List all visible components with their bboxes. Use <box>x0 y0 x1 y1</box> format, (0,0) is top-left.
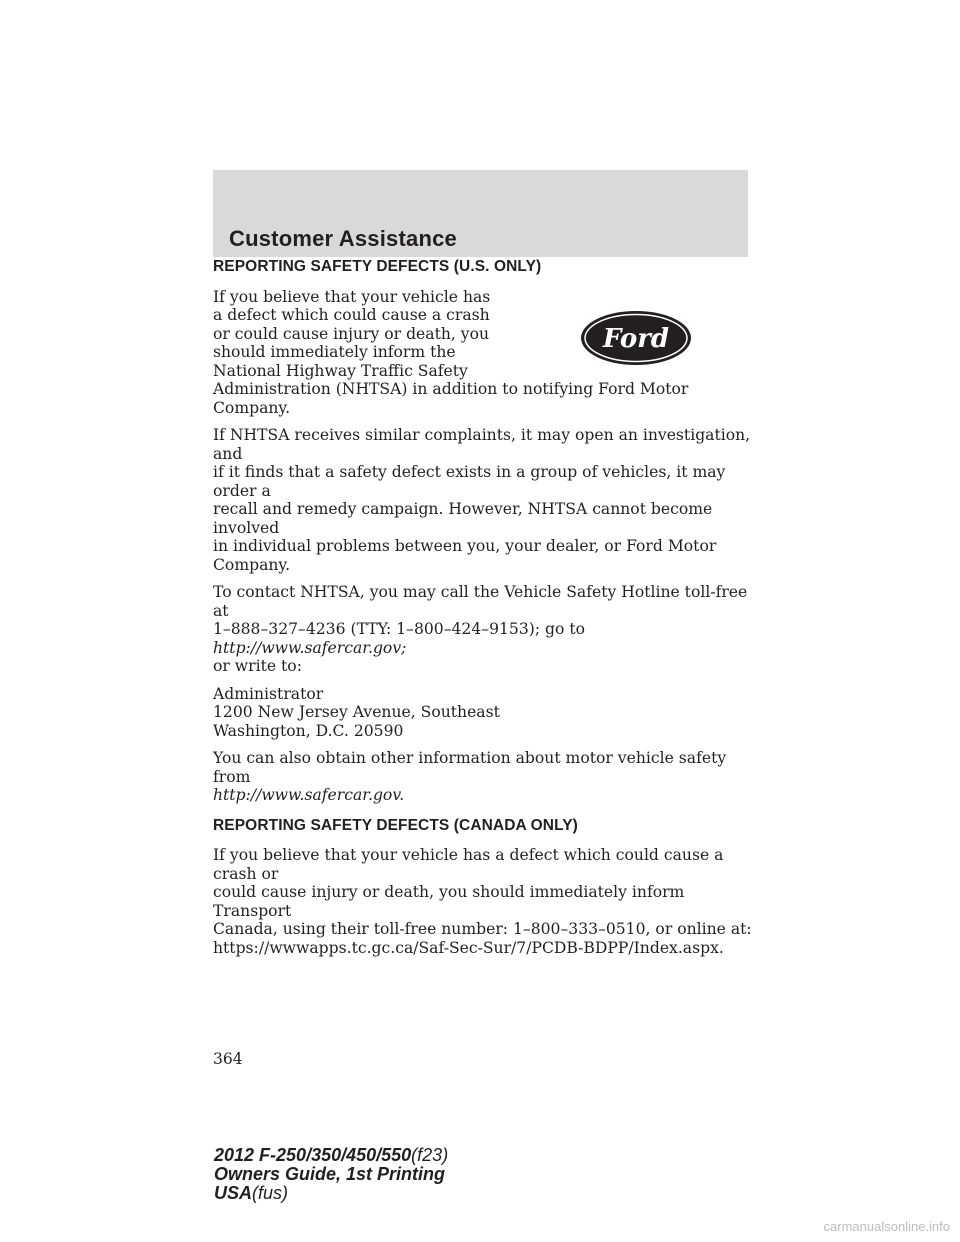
safercar-link[interactable]: http://www.safercar.gov; <box>213 638 407 657</box>
section-header-bar <box>213 170 748 257</box>
footer-model-line: 2012 F-250/350/450/550(f23) <box>214 1145 449 1165</box>
document-footer <box>214 1146 448 1203</box>
ford-logo <box>580 310 692 366</box>
page-content <box>213 258 758 966</box>
canada-paragraph: If you believe that your vehicle has a defect which could cause a crash or could cause injury or death, you should immediately inform Transport Canada, using their toll-free number: 1–800–333–0510, or online at: https://wwwapps.tc.gc.ca/Saf-Sec-Sur/7/PCDB-BDPP/Index.aspx. <box>213 846 752 957</box>
us-info-paragraph: You can also obtain other information about motor vehicle safety from http://www.safercar.gov. <box>213 749 727 804</box>
transport-canada-link[interactable]: https://wwwapps.tc.gc.ca/Saf-Sec-Sur/7/PCDB-BDPP/Index.aspx. <box>213 938 724 957</box>
nhtsa-address: Administrator 1200 New Jersey Avenue, Southeast Washington, D.C. 20590 <box>213 684 500 740</box>
section-title: Customer Assistance <box>229 226 457 251</box>
us-defects-heading: REPORTING SAFETY DEFECTS (U.S. ONLY) <box>213 258 542 275</box>
footer-region-line: USA(fus) <box>214 1183 289 1203</box>
us-contact-paragraph: To contact NHTSA, you may call the Vehicle Safety Hotline toll-free at 1–888–327–4236 (TTY: 1–800–424–9153); go to http://www.safercar.gov; or write to: <box>213 583 748 675</box>
us-investigation-paragraph: If NHTSA receives similar complaints, it may open an investigation, and if it finds that a safety defect exists in a group of vehicles, it may order a recall and remedy campaign. However, NHTSA cannot become involved in individual problems between you, your dealer, or Ford Motor Company. <box>213 426 751 574</box>
us-intro-block <box>213 288 758 418</box>
safercar-info-link[interactable]: http://www.safercar.gov. <box>213 786 405 804</box>
canada-defects-heading: REPORTING SAFETY DEFECTS (CANADA ONLY) <box>213 816 578 834</box>
page-number: 364 <box>213 1050 243 1068</box>
ford-logo-script: Ford <box>602 323 670 354</box>
site-watermark: carmanualsonline.info <box>823 1219 950 1234</box>
footer-guide-line: Owners Guide, 1st Printing <box>214 1164 446 1184</box>
us-intro-paragraph: If you believe that your vehicle has a defect which could cause a crash or could cause injury or death, you should immediately inform the National Highway Traffic Safety Administration (NHTSA) in addition to notifying Ford Motor Company. <box>213 287 689 417</box>
